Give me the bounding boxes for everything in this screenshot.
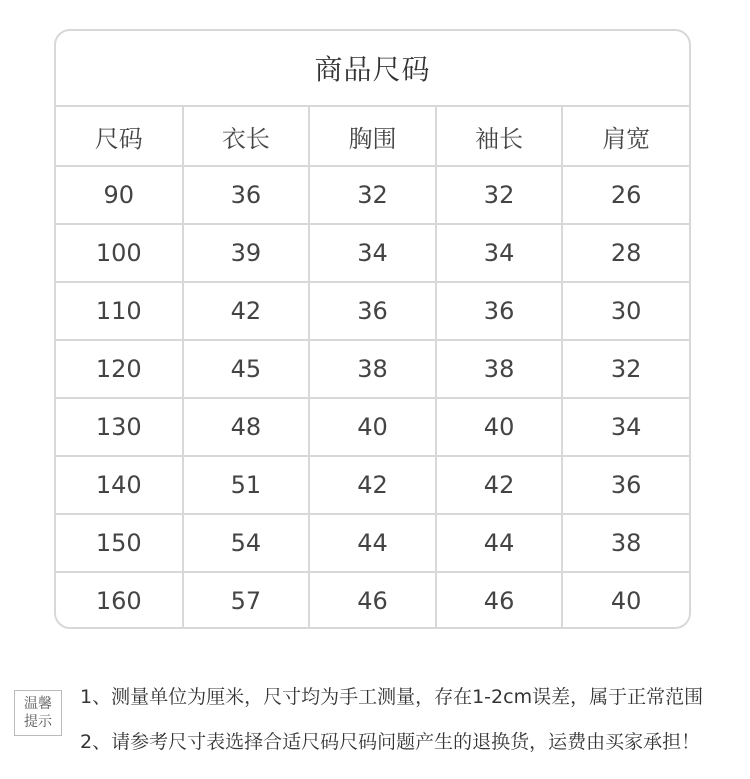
table-cell: 32 (562, 340, 689, 398)
table-cell: 32 (309, 166, 436, 224)
table-cell: 30 (562, 282, 689, 340)
header-shoulder: 肩宽 (562, 107, 689, 166)
table-row (56, 340, 689, 398)
table-cell: 42 (436, 456, 563, 514)
table-cell: 46 (436, 572, 563, 629)
table-cell: 32 (436, 166, 563, 224)
table-cell: 46 (309, 572, 436, 629)
header-length: 衣长 (183, 107, 310, 166)
tips-badge-line-1: 温馨 (24, 696, 52, 712)
table-cell: 40 (436, 398, 563, 456)
table-cell: 38 (309, 340, 436, 398)
table-cell: 39 (183, 224, 310, 282)
header-chest: 胸围 (309, 107, 436, 166)
table-header-row (56, 107, 689, 166)
table-cell: 110 (56, 282, 183, 340)
table-cell: 40 (309, 398, 436, 456)
table-row (56, 166, 689, 224)
table-row (56, 456, 689, 514)
table-cell: 57 (183, 572, 310, 629)
table-cell: 44 (436, 514, 563, 572)
header-sleeve: 袖长 (436, 107, 563, 166)
size-chart-card (54, 29, 691, 629)
table-cell: 130 (56, 398, 183, 456)
table-row (56, 514, 689, 572)
table-cell: 48 (183, 398, 310, 456)
table-cell: 100 (56, 224, 183, 282)
table-cell: 51 (183, 456, 310, 514)
table-cell: 160 (56, 572, 183, 629)
table-cell: 54 (183, 514, 310, 572)
tip-line-1: 1、测量单位为厘米，尺寸均为手工测量，存在1-2cm误差，属于正常范围 (80, 686, 704, 708)
tip-line-2: 2、请参考尺寸表选择合适尺码尺码问题产生的退换货，运费由买家承担！ (80, 731, 701, 753)
table-row (56, 282, 689, 340)
table-cell: 34 (562, 398, 689, 456)
table-cell: 90 (56, 166, 183, 224)
header-size: 尺码 (56, 107, 183, 166)
table-cell: 42 (183, 282, 310, 340)
table-cell: 150 (56, 514, 183, 572)
table-cell: 44 (309, 514, 436, 572)
table-cell: 34 (309, 224, 436, 282)
table-cell: 140 (56, 456, 183, 514)
table-cell: 40 (610, 587, 642, 615)
table-cell: 34 (436, 224, 563, 282)
table-cell: 36 (183, 166, 310, 224)
table-cell: 36 (562, 456, 689, 514)
tips-badge-line-2: 提示 (24, 714, 52, 730)
table-row (56, 572, 689, 629)
table-cell: 38 (562, 514, 689, 572)
tips-badge (14, 690, 62, 736)
table-cell: 28 (562, 224, 689, 282)
table-cell: 26 (562, 166, 689, 224)
table-cell: 36 (436, 282, 563, 340)
table-row (56, 224, 689, 282)
table-row (56, 398, 689, 456)
table-cell: 36 (309, 282, 436, 340)
table-cell: 42 (309, 456, 436, 514)
size-table (56, 107, 689, 629)
table-cell: 120 (56, 340, 183, 398)
size-chart-title: 商品尺码 (56, 31, 689, 107)
table-cell: 38 (436, 340, 563, 398)
table-cell: 45 (183, 340, 310, 398)
